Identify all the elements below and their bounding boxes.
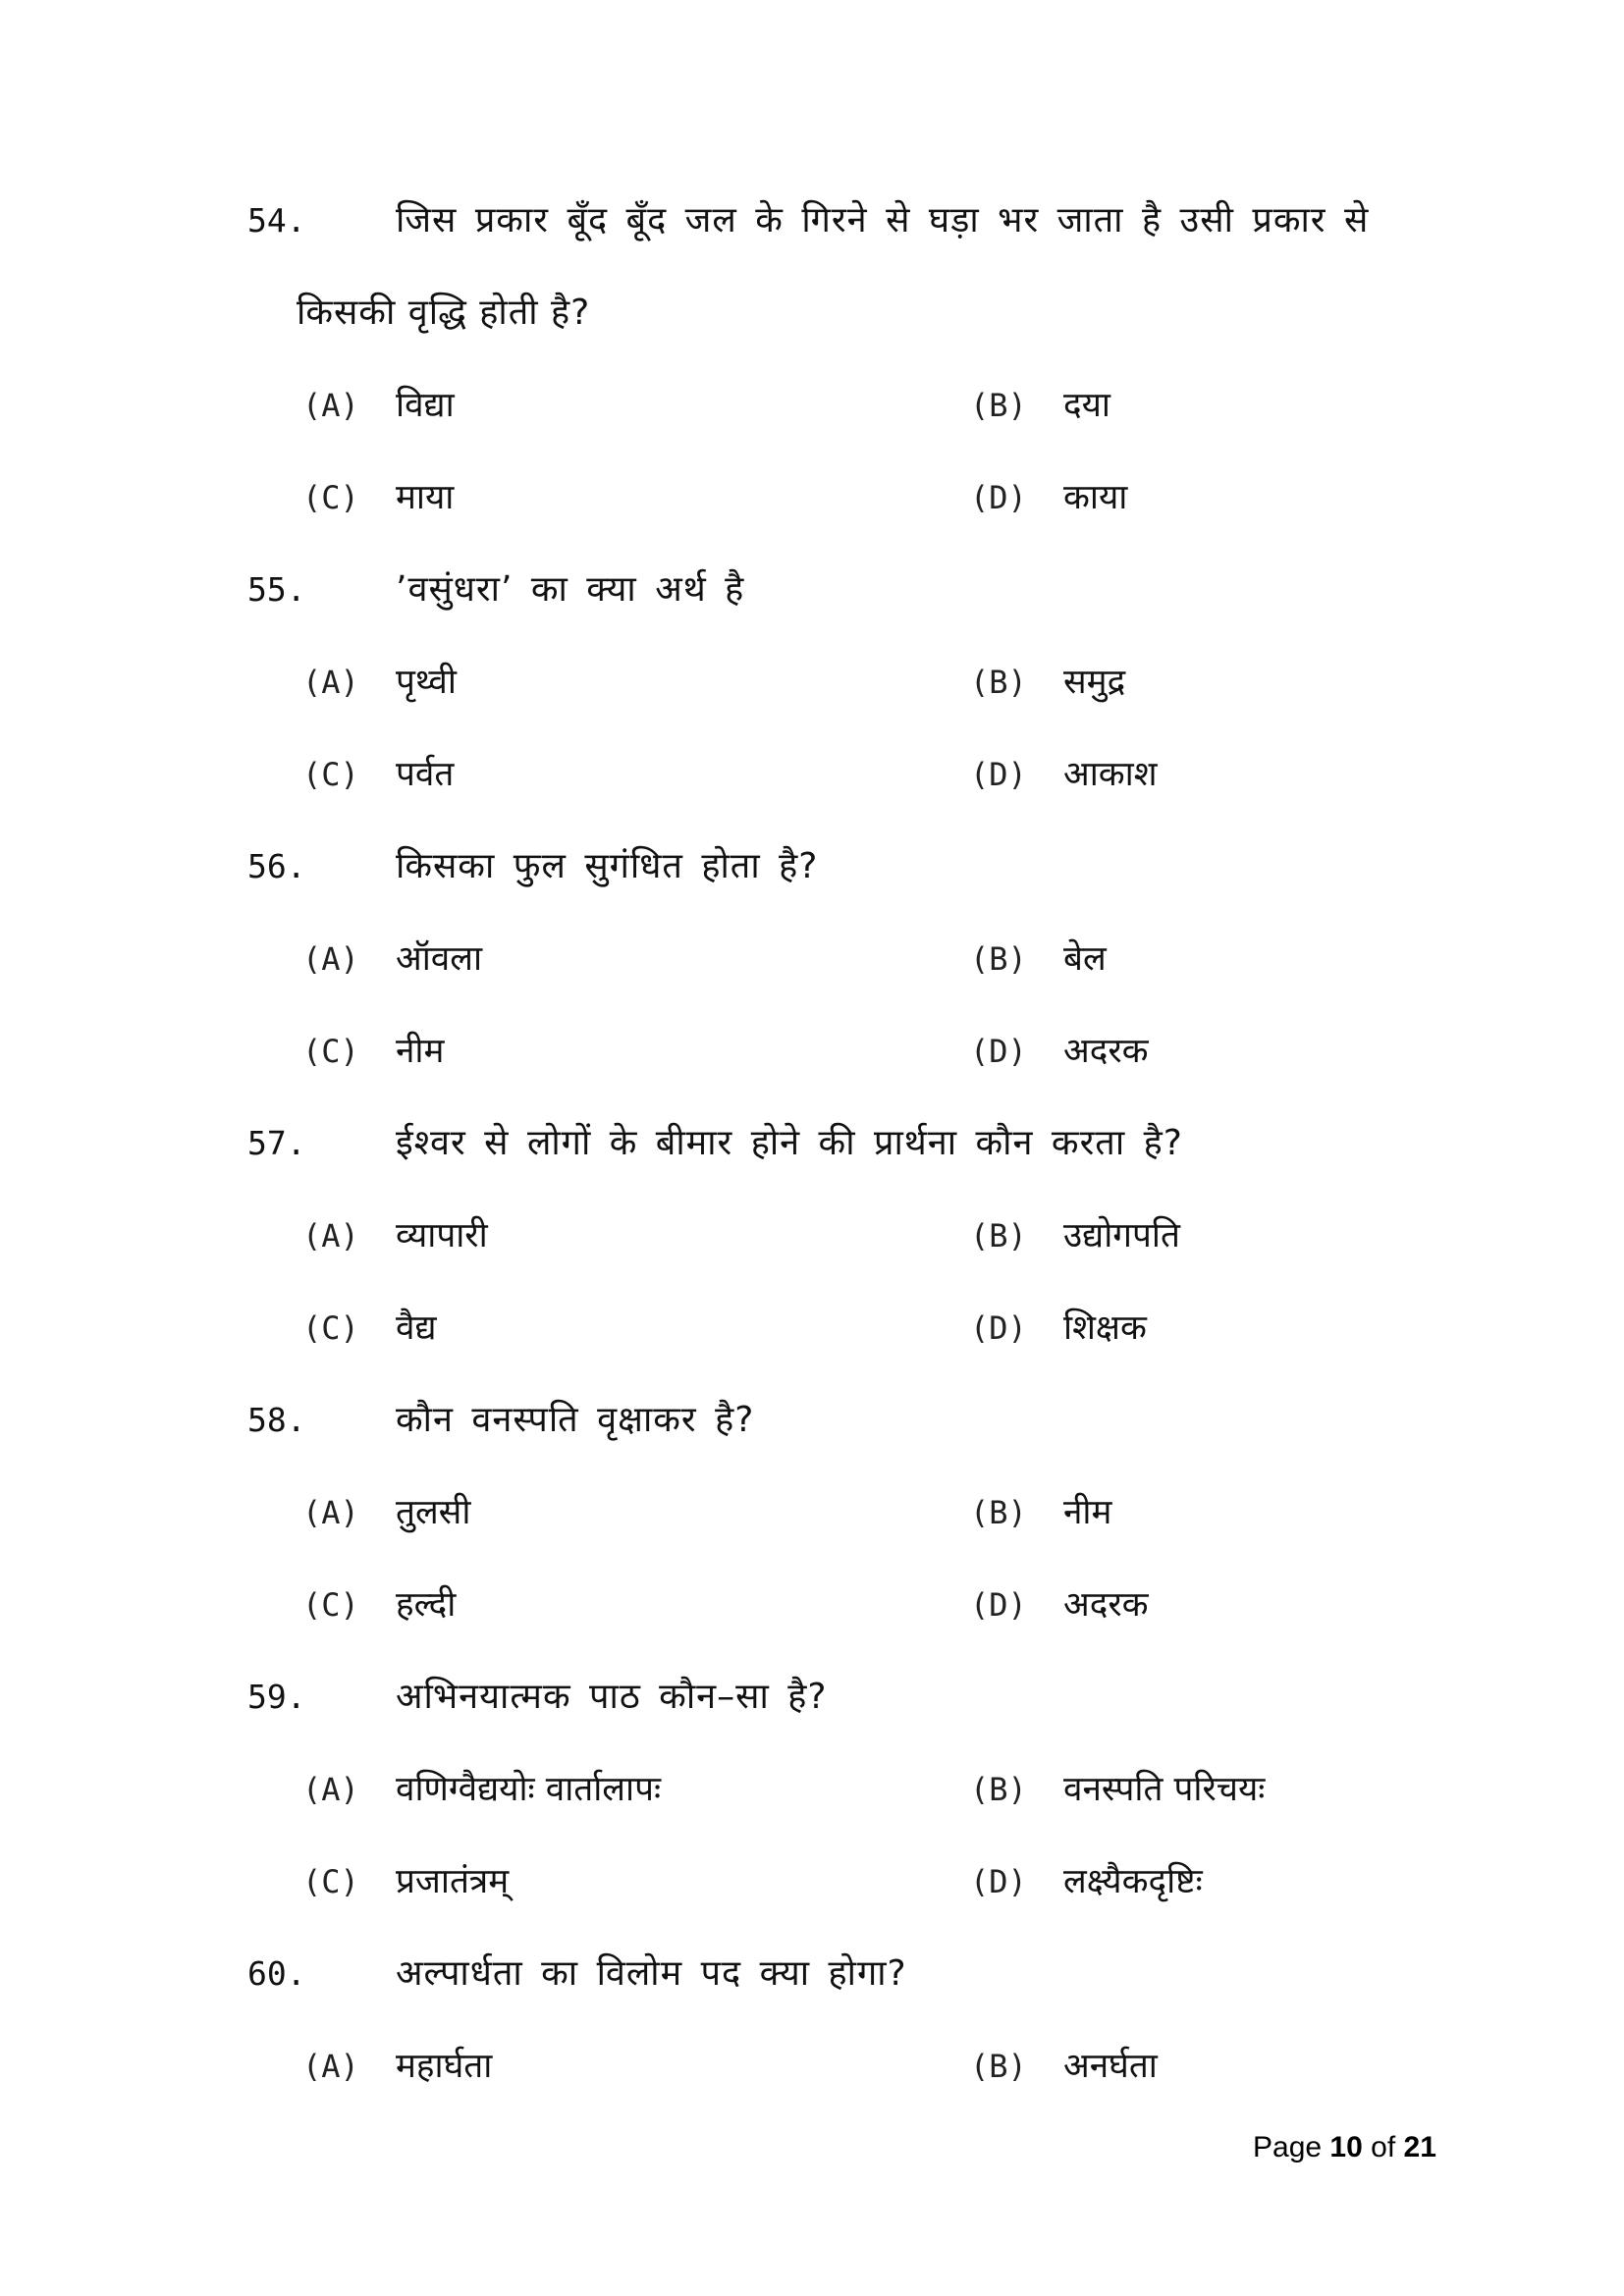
option-row <box>0 1005 1624 1097</box>
question-item <box>0 1651 1624 1928</box>
option-text: बेल <box>1063 939 1107 979</box>
option-text: दया <box>1063 386 1110 425</box>
option-label: (D) <box>970 479 1027 516</box>
option-label: (B) <box>970 2048 1027 2085</box>
option-row <box>0 1743 1624 1836</box>
option-row <box>0 1190 1624 1282</box>
option-row <box>0 636 1624 728</box>
question-number: 59. <box>247 1678 306 1716</box>
question-text: कौन वनस्पति वृक्षाकर है? <box>396 1400 755 1440</box>
option-row <box>0 1836 1624 1928</box>
option-row <box>0 359 1624 452</box>
question-line <box>0 175 1624 267</box>
question-text: अल्पार्धता का विलोम पद क्या होगा? <box>396 1953 907 1994</box>
question-item <box>0 821 1624 1097</box>
question-text: किसका फुल सुगंधित होता है? <box>396 846 819 886</box>
question-text: अभिनयात्मक पाठ कौन–सा है? <box>396 1677 828 1717</box>
footer-of-word: of <box>1371 2131 1396 2163</box>
option-text: हल्दी <box>396 1585 457 1625</box>
option-label: (D) <box>970 1863 1027 1900</box>
option-label: (C) <box>302 756 359 793</box>
option-label: (A) <box>302 1494 359 1531</box>
option-label: (B) <box>970 1217 1027 1255</box>
option-text: उद्योगपति <box>1063 1216 1180 1255</box>
option-text: आकाश <box>1063 755 1158 794</box>
question-item <box>0 175 1624 544</box>
option-row <box>0 1282 1624 1374</box>
question-number: 58. <box>247 1401 306 1439</box>
option-text: महार्घता <box>396 2047 493 2086</box>
footer-page-word: Page <box>1253 2131 1323 2163</box>
option-label: (C) <box>302 1586 359 1624</box>
question-line <box>0 1928 1624 2020</box>
question-number: 56. <box>247 847 306 885</box>
option-label: (C) <box>302 1033 359 1070</box>
option-label: (D) <box>970 1309 1027 1347</box>
option-text: विद्या <box>396 386 455 425</box>
option-text: समुद्र <box>1063 663 1126 702</box>
option-text: अदरक <box>1063 1585 1149 1625</box>
option-row <box>0 2020 1624 2112</box>
option-row <box>0 452 1624 544</box>
option-text: वणिग्वैद्ययोः वार्तालापः <box>396 1770 662 1809</box>
option-row <box>0 913 1624 1005</box>
option-label: (B) <box>970 1494 1027 1531</box>
option-label: (B) <box>970 664 1027 701</box>
option-text: व्यापारी <box>396 1216 488 1255</box>
question-number: 55. <box>247 570 306 609</box>
option-label: (C) <box>302 1863 359 1900</box>
option-row <box>0 1467 1624 1559</box>
option-text: नीम <box>396 1032 445 1071</box>
option-label: (A) <box>302 387 359 424</box>
question-item <box>0 1097 1624 1374</box>
option-label: (A) <box>302 940 359 978</box>
question-line <box>0 1651 1624 1743</box>
option-label: (A) <box>302 1217 359 1255</box>
question-number: 57. <box>247 1124 306 1162</box>
option-label: (C) <box>302 1309 359 1347</box>
option-text: नीम <box>1063 1493 1112 1532</box>
option-text: ऑवला <box>396 939 483 979</box>
option-text: माया <box>396 478 455 517</box>
option-label: (D) <box>970 756 1027 793</box>
question-item <box>0 1374 1624 1651</box>
option-text: काया <box>1063 478 1128 517</box>
question-line <box>0 1097 1624 1190</box>
option-text: अनर्घता <box>1063 2047 1158 2086</box>
question-text: जिस प्रकार बूँद बूँद जल के गिरने से घड़ा भर जाता है उसी प्रकार से <box>396 200 1370 240</box>
option-label: (A) <box>302 2048 359 2085</box>
option-label: (D) <box>970 1033 1027 1070</box>
question-line <box>0 821 1624 913</box>
footer-current-page: 10 <box>1329 2131 1363 2163</box>
option-row <box>0 728 1624 821</box>
question-line <box>0 544 1624 636</box>
option-label: (A) <box>302 1771 359 1808</box>
option-label: (B) <box>970 940 1027 978</box>
option-text: वनस्पति परिचयः <box>1063 1770 1266 1809</box>
option-row <box>0 1559 1624 1651</box>
option-text: तुलसी <box>396 1493 471 1532</box>
question-list <box>0 175 1624 2112</box>
option-label: (C) <box>302 479 359 516</box>
question-item <box>0 544 1624 821</box>
option-text: लक्ष्यैकदृष्टिः <box>1063 1862 1203 1901</box>
option-text: शिक्षक <box>1063 1308 1147 1348</box>
option-label: (B) <box>970 1771 1027 1808</box>
question-item <box>0 1928 1624 2112</box>
option-label: (A) <box>302 664 359 701</box>
page-number-footer <box>1253 2128 1436 2167</box>
option-label: (D) <box>970 1586 1027 1624</box>
question-line <box>0 1374 1624 1467</box>
question-number: 54. <box>247 201 306 240</box>
question-text-continued: किसकी वृद्धि होती है? <box>297 293 591 333</box>
option-text: वैद्य <box>396 1308 437 1348</box>
question-text: ईश्वर से लोगों के बीमार होने की प्रार्थना कौन करता है? <box>396 1123 1183 1163</box>
option-label: (B) <box>970 387 1027 424</box>
question-text: ’वसुंधरा’ का क्या अर्थ है <box>396 569 745 610</box>
option-text: पर्वत <box>396 755 455 794</box>
footer-total-pages: 21 <box>1403 2131 1436 2163</box>
option-text: प्रजातंत्रम् <box>396 1862 510 1901</box>
option-text: पृथ्वी <box>396 663 457 702</box>
option-text: अदरक <box>1063 1032 1149 1071</box>
question-line-continued <box>0 267 1624 359</box>
question-number: 60. <box>247 1954 306 1993</box>
